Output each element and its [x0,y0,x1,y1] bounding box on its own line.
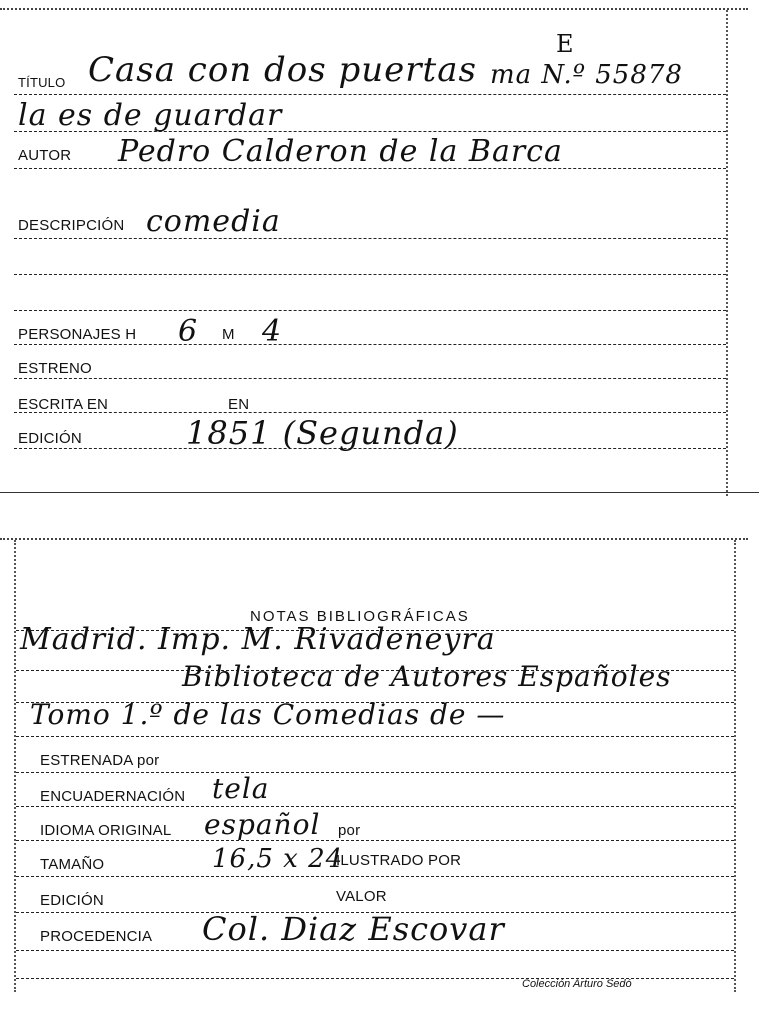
label-autor: AUTOR [18,147,72,164]
catalog-card-2 [0,538,748,992]
handwritten-title-continued: la es de guardar [18,98,283,133]
handwritten-procedencia: Col. Diaz Escovar [202,910,505,948]
rule [16,950,734,951]
label-titulo: TÍTULO [18,75,66,90]
label-m: M [222,326,235,343]
card-left-edge [14,540,16,992]
card-separator [0,492,759,493]
label-valor: VALOR [336,888,387,905]
handwritten-ms-number: ma N.º 55878 [490,60,683,90]
rule [16,806,734,807]
label-estreno: ESTRENO [18,360,92,377]
handwritten-author: Pedro Calderon de la Barca [118,134,563,169]
label-encuadernacion: ENCUADERNACIÓN [40,788,186,805]
label-escrita-en: ESCRITA EN [18,396,109,413]
card-right-edge [734,540,736,992]
rule [16,840,734,841]
label-descripcion: DESCRIPCIÓN [18,217,125,234]
handwritten-mark: E [556,30,575,58]
rule [14,310,726,311]
label-tamano: TAMAÑO [40,856,105,873]
rule [16,736,734,737]
rule [14,344,726,345]
card-right-edge [726,10,728,496]
rule [16,772,734,773]
label-edicion-2: EDICIÓN [40,892,104,909]
label-procedencia: PROCEDENCIA [40,928,153,945]
label-personajes: PERSONAJES H [18,326,137,343]
label-por: por [338,822,361,839]
rule [14,412,726,413]
handwritten-notes-line-1: Madrid. Imp. M. Rivadeneyra [20,622,496,657]
notes-heading: NOTAS BIBLIOGRÁFICAS [250,608,470,625]
handwritten-tamano: 16,5 x 24 [212,844,344,874]
rule [14,238,726,239]
handwritten-title: Casa con dos puertas [88,50,477,90]
rule [14,378,726,379]
rule [14,94,726,95]
handwritten-personajes-h: 6 [178,314,199,349]
handwritten-edicion: 1851 (Segunda) [186,414,459,452]
catalog-card-1 [0,8,748,496]
handwritten-notes-line-3: Tomo 1.º de las Comedias de — [30,698,506,731]
handwritten-description: comedia [146,204,281,239]
label-en: EN [228,396,250,413]
collection-footer: Colección Arturo Sedó [522,978,632,990]
label-edicion: EDICIÓN [18,430,82,447]
label-idioma: IDIOMA ORIGINAL [40,822,172,839]
label-estrenada: ESTRENADA por [40,752,160,769]
handwritten-personajes-m: 4 [262,314,283,349]
handwritten-encuadernacion: tela [212,772,270,805]
handwritten-notes-line-2: Biblioteca de Autores Españoles [182,660,672,693]
label-ilustrado: ILUSTRADO POR [336,852,462,869]
rule [14,274,726,275]
rule [16,876,734,877]
handwritten-idioma: español [204,808,321,841]
